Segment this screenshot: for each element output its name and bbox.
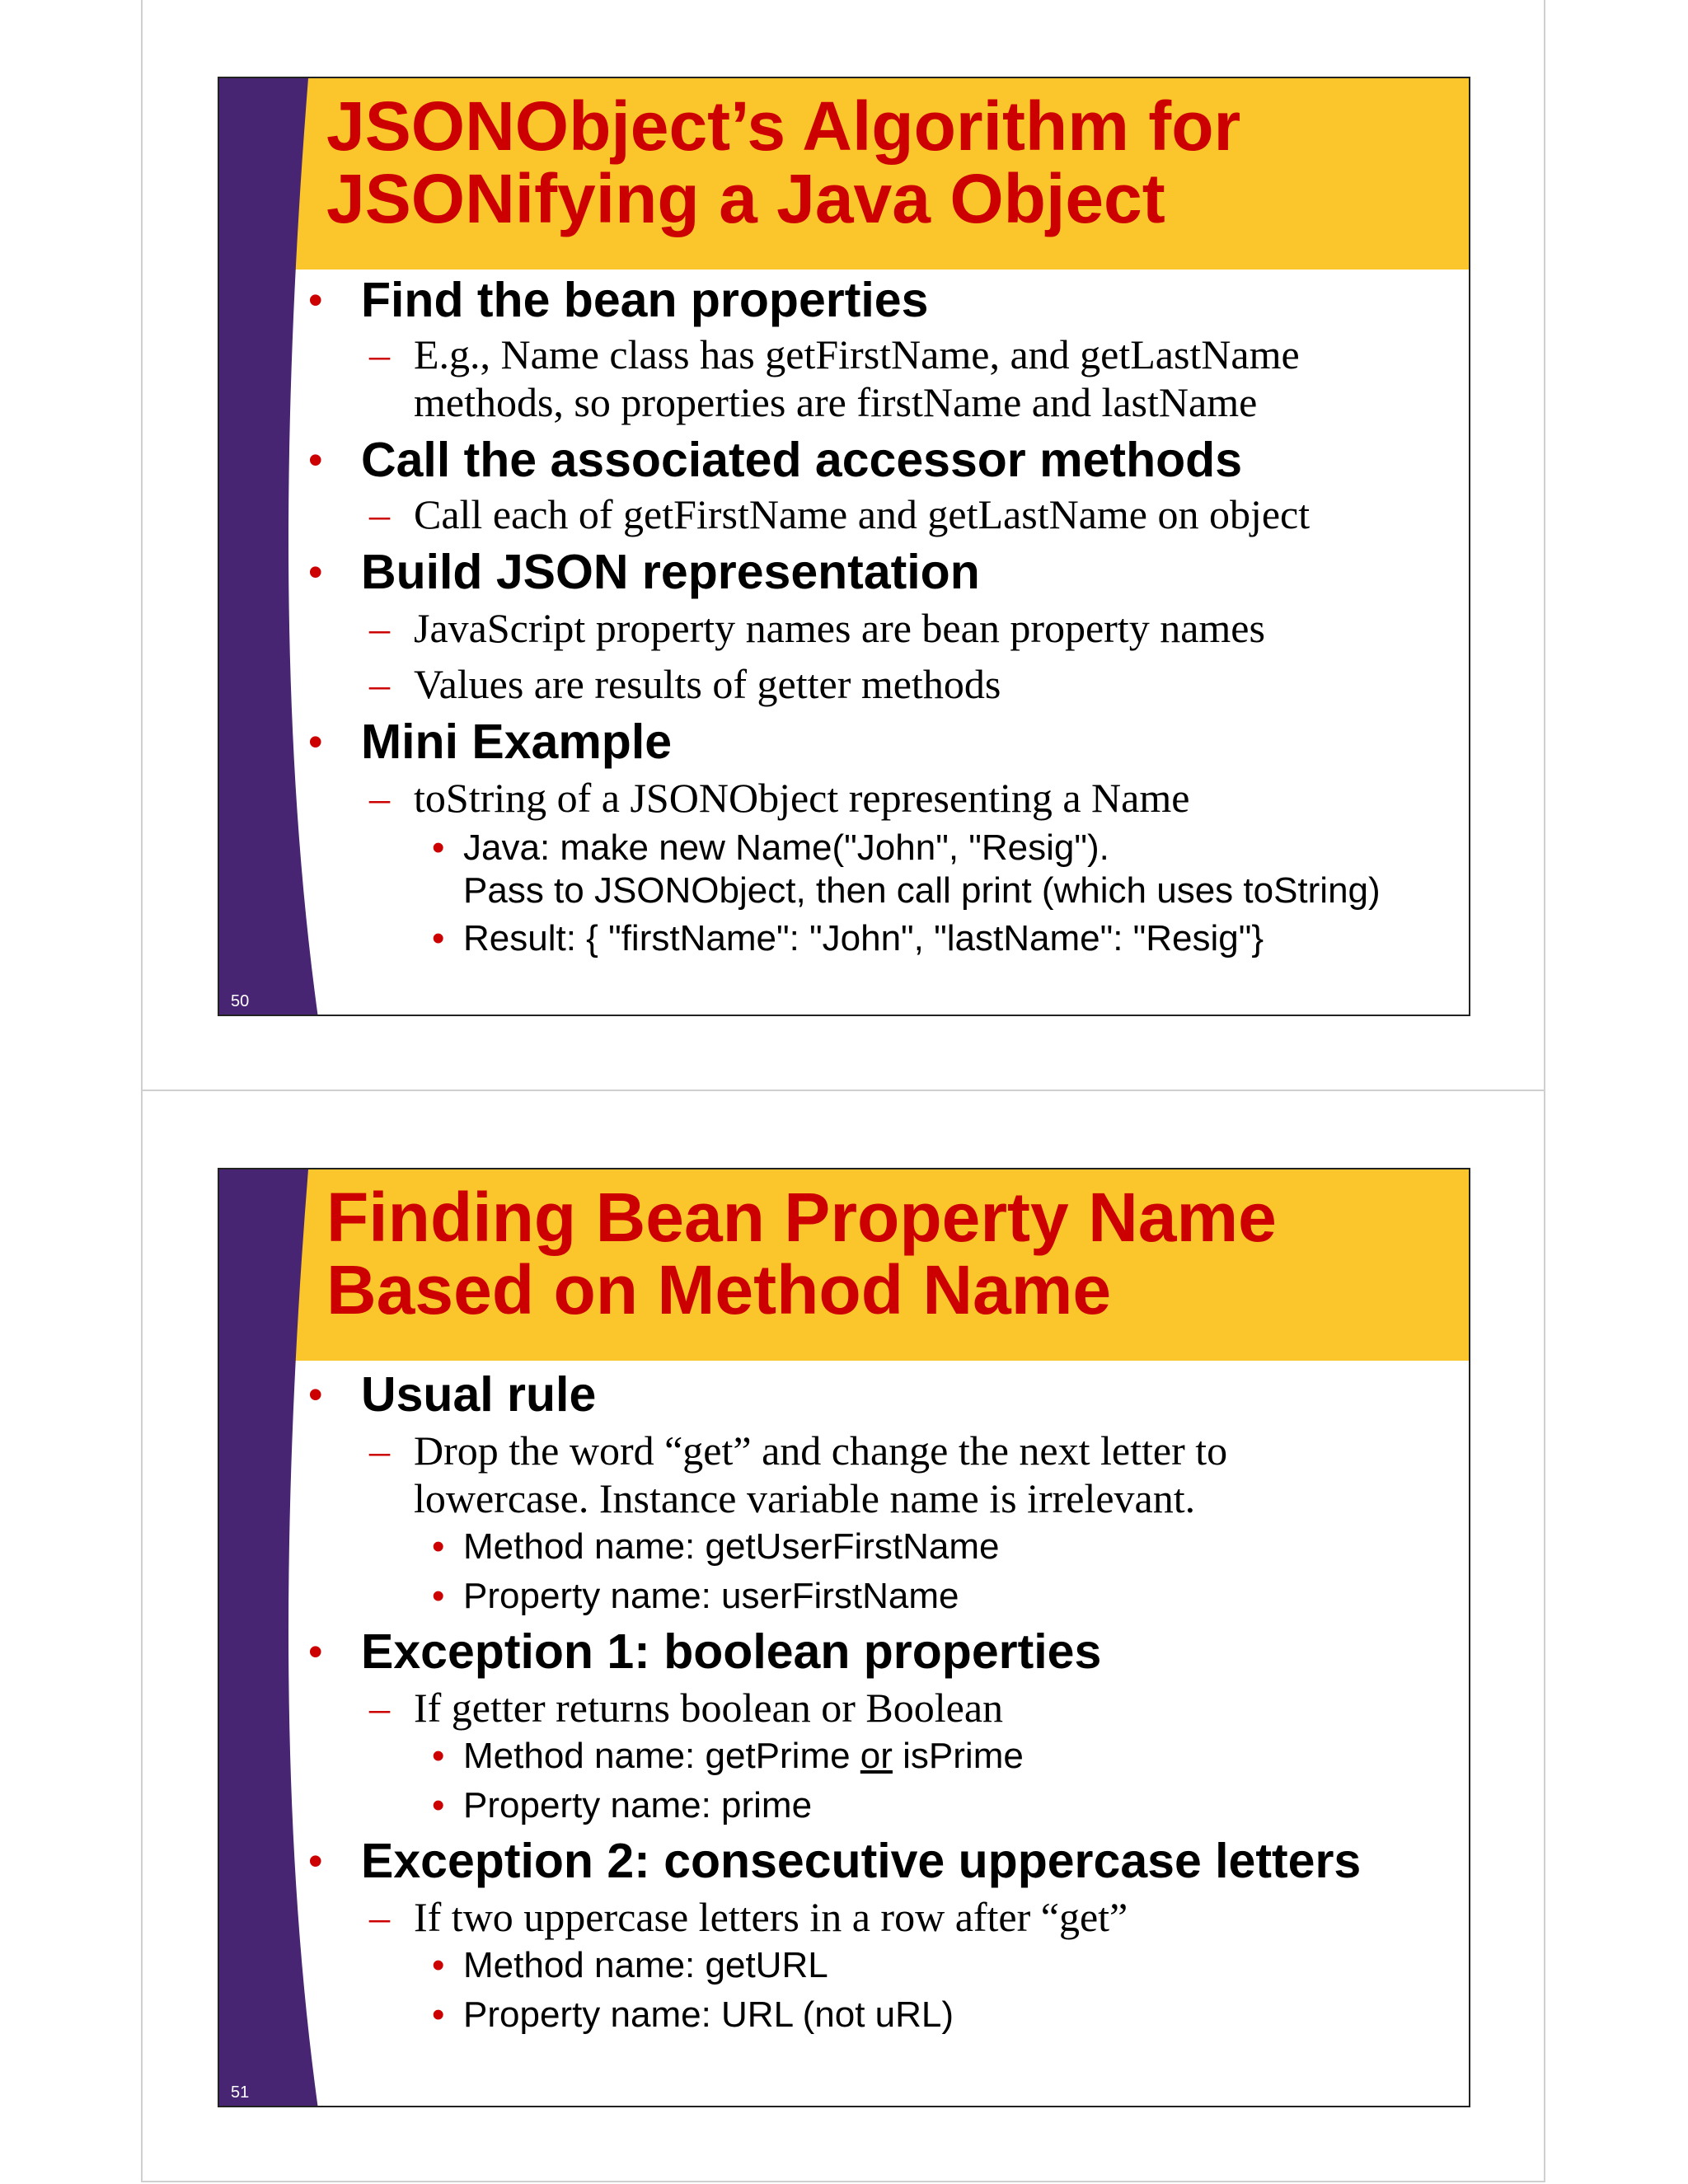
bullet-level3: • Property name: prime (432, 1785, 813, 1825)
slide-number: 51 (231, 2083, 250, 2102)
bullet-dot-icon: • (432, 1945, 445, 1985)
bullet-dot-icon: • (308, 1629, 323, 1675)
bullet-level2-continuation: lowercase. Instance variable name is irrelevant. (414, 1475, 1196, 1521)
bullet-level3: • Method name: getURL (432, 1945, 828, 1985)
dash-icon: – (369, 605, 390, 651)
dash-icon: – (369, 491, 390, 537)
bullet-level1: • Find the bean properties (308, 273, 929, 327)
slide-title-line: Based on Method Name (326, 1251, 1112, 1329)
bullet-dot-icon: • (308, 1838, 323, 1884)
bullet-level1: • Exception 1: boolean properties (308, 1624, 1102, 1679)
underlined-or: or (860, 1736, 893, 1776)
bullet-level1: • Call the associated accessor methods (308, 433, 1243, 487)
slide-51 (218, 1168, 1470, 2107)
slide-number: 50 (231, 992, 250, 1010)
slide-title-line: JSONObject’s Algorithm for (326, 87, 1241, 165)
bullet-level3: • Property name: URL (not uRL) (432, 1994, 954, 2035)
bullet-dot-icon: • (432, 1785, 445, 1825)
page-divider (141, 1090, 1545, 1091)
bullet-level2: – E.g., Name class has getFirstName, and getLastName methods, so properties are firstName and lastName (369, 331, 1300, 425)
slide-title-line: Finding Bean Property Name (326, 1179, 1277, 1256)
bullet-level2: – If two uppercase letters in a row after “get” (369, 1894, 1128, 1940)
slide-50 (218, 77, 1470, 1016)
bullet-dot-icon: • (308, 437, 323, 483)
bullet-dot-icon: • (432, 1576, 445, 1616)
bullet-dot-icon: • (308, 719, 323, 765)
bullet-level1: • Exception 2: consecutive uppercase letters (308, 1834, 1362, 1888)
bullet-dot-icon: • (308, 549, 323, 595)
dash-icon: – (369, 661, 390, 707)
bullet-level2: – If getter returns boolean or Boolean (369, 1685, 1004, 1731)
bullet-level3: • Java: make new Name("John", "Resig"). (432, 827, 1109, 868)
dash-icon: – (369, 1685, 390, 1731)
slide-title (326, 87, 1241, 237)
bullet-level3: • Result: { "firstName": "John", "lastName": "Resig"} (432, 918, 1264, 958)
bullet-level1: • Mini Example (308, 715, 673, 769)
dash-icon: – (369, 1427, 390, 1474)
dash-icon: – (369, 775, 390, 821)
bullet-dot-icon: • (432, 918, 445, 958)
bullet-level3: • Method name: getUserFirstName (432, 1526, 1000, 1567)
bullet-level3-continuation: Pass to JSONObject, then call print (which uses toString) (463, 870, 1381, 911)
dash-icon: – (369, 1894, 390, 1940)
bullet-level2: – Drop the word “get” and change the next letter to (369, 1427, 1228, 1474)
bullet-dot-icon: • (432, 827, 445, 868)
bullet-dot-icon: • (432, 1994, 445, 2035)
bullet-level3: • Method name: getPrime or isPrime (432, 1736, 1024, 1776)
slide-content (302, 1364, 1452, 2036)
bullet-level2: – Call each of getFirstName and getLastName on object (369, 491, 1311, 537)
bullet-level3: • Property name: userFirstName (432, 1576, 959, 1616)
bullet-dot-icon: • (308, 1371, 323, 1418)
bullet-level1: • Usual rule (308, 1367, 597, 1422)
slide-title-line: JSONifying a Java Object (326, 160, 1165, 237)
bullet-level2: – Values are results of getter methods (369, 661, 1001, 707)
bullet-dot-icon: • (432, 1526, 445, 1567)
bullet-dot-icon: • (432, 1736, 445, 1776)
dash-icon: – (369, 331, 390, 377)
bullet-level1: • Build JSON representation (308, 545, 980, 599)
bullet-level2: – JavaScript property names are bean property names (369, 605, 1265, 651)
slide-content (302, 273, 1452, 960)
bullet-level2: – toString of a JSONObject representing a Name (369, 775, 1190, 821)
bullet-dot-icon: • (308, 277, 323, 323)
slide-title (326, 1179, 1277, 1329)
